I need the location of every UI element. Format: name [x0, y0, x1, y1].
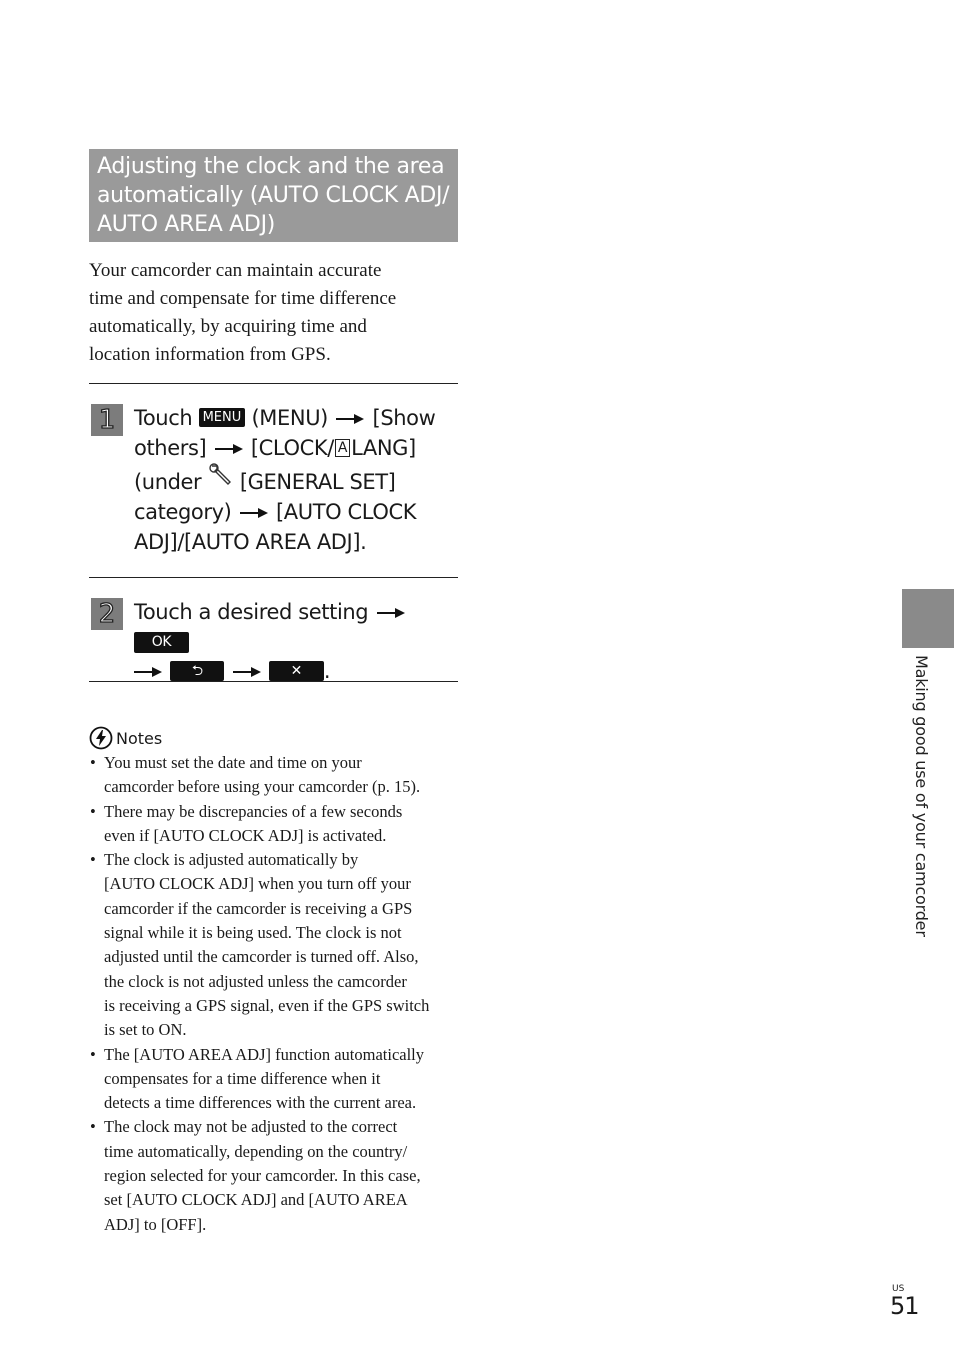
list-item	[89, 1043, 464, 1116]
list-item	[89, 800, 464, 849]
list-item	[89, 751, 464, 800]
arrow-right-icon	[240, 507, 268, 519]
close-button-icon: ✕	[269, 661, 324, 681]
heading-line: Adjusting the clock and the area	[97, 154, 445, 179]
note-line: compensates for a time difference when it	[104, 1068, 381, 1088]
note-line: detects a time differences with the current area.	[104, 1093, 417, 1113]
heading-line: AUTO AREA ADJ)	[97, 212, 276, 237]
note-line: camcorder if the camcorder is receiving a GPS	[104, 898, 413, 918]
notes-list	[89, 751, 464, 1237]
note-line: • The clock may not be adjusted to the correct	[104, 1117, 398, 1137]
step-text: [Show	[372, 406, 436, 430]
step-text: LANG]	[351, 436, 416, 460]
step-text: [AUTO CLOCK	[275, 500, 417, 524]
arrow-right-icon	[233, 666, 261, 678]
chapter-label: Making good use of your camcorder	[912, 655, 931, 937]
step-text: .	[323, 659, 331, 683]
step-2-number	[91, 598, 123, 630]
note-line: camcorder before using your camcorder (p. 15).	[104, 777, 421, 797]
note-line: is set to ON.	[104, 1020, 187, 1040]
step-2-instructions	[134, 597, 462, 685]
ok-button-icon: OK	[134, 632, 189, 653]
wrench-icon	[208, 463, 234, 487]
note-line: ADJ] to [OFF].	[104, 1214, 207, 1234]
menu-button-icon: MENU	[199, 408, 246, 427]
note-line: • You must set the date and time on your	[104, 753, 362, 772]
intro-line: automatically, by acquiring time and	[89, 316, 367, 337]
step-text: (under	[134, 470, 202, 494]
step-text: ADJ]/[AUTO AREA ADJ].	[134, 530, 367, 554]
note-line: the clock is not adjusted unless the camcorder	[104, 971, 407, 991]
intro-paragraph	[89, 257, 459, 369]
step-text: category)	[134, 500, 232, 524]
note-line: • There may be discrepancies of a few seconds	[104, 801, 403, 821]
arrow-right-icon	[336, 413, 364, 425]
note-line: [AUTO CLOCK ADJ] when you turn off your	[104, 874, 411, 894]
step-text: Touch	[134, 406, 193, 430]
arrow-right-icon	[134, 666, 162, 678]
note-line: • The clock is adjusted automatically by	[104, 850, 359, 870]
note-line: signal while it is being used. The clock is not	[104, 923, 402, 943]
intro-line: location information from GPS.	[89, 344, 331, 365]
divider	[89, 681, 458, 682]
step-text: Touch a desired setting	[134, 600, 369, 624]
list-item	[89, 1115, 464, 1236]
back-button-icon: ⮌	[170, 661, 224, 681]
note-line: set [AUTO CLOCK ADJ] and [AUTO AREA	[104, 1190, 408, 1210]
intro-line: time and compensate for time difference	[89, 288, 397, 309]
step-text: others]	[134, 436, 207, 460]
note-line: even if [AUTO CLOCK ADJ] is activated.	[104, 825, 387, 845]
arrow-right-icon	[215, 443, 243, 455]
intro-line: Your camcorder can maintain accurate	[89, 260, 382, 281]
list-item	[89, 848, 464, 1042]
caution-icon	[89, 726, 113, 750]
step-1-number	[91, 404, 123, 436]
note-line: is receiving a GPS signal, even if the GPS switch	[104, 995, 430, 1015]
note-line: time automatically, depending on the country/	[104, 1141, 408, 1161]
language-a-icon: A	[335, 439, 350, 457]
step-number-text: 1	[98, 405, 116, 435]
divider	[89, 383, 458, 384]
section-heading	[89, 149, 458, 242]
note-line: • The [AUTO AREA ADJ] function automatically	[104, 1044, 425, 1064]
step-text: (MENU)	[251, 406, 328, 430]
arrow-right-icon	[377, 607, 405, 619]
step-number-text: 2	[98, 599, 116, 629]
step-text: [GENERAL SET]	[239, 470, 396, 494]
step-1-instructions	[134, 403, 462, 557]
heading-line: automatically (AUTO CLOCK ADJ/	[97, 183, 450, 208]
step-text: [CLOCK/	[250, 436, 334, 460]
note-line: region selected for your camcorder. In this case,	[104, 1166, 421, 1186]
divider	[89, 577, 458, 578]
page-number: 51	[890, 1292, 919, 1320]
notes-title-text: Notes	[116, 728, 163, 748]
notes-title	[89, 726, 162, 750]
chapter-tab	[902, 589, 954, 648]
page-region-code: US	[892, 1284, 905, 1294]
note-line: adjusted until the camcorder is turned off. Also,	[104, 947, 419, 967]
